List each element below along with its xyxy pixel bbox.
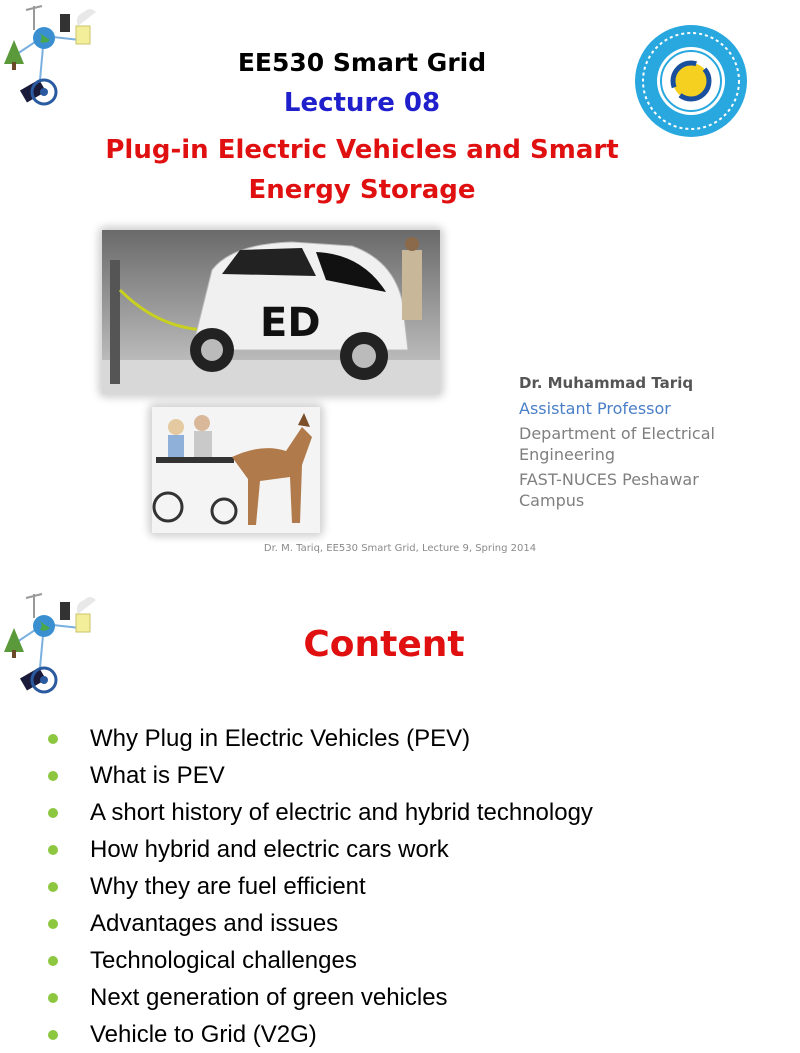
list-item: A short history of electric and hybrid technology — [42, 794, 593, 831]
electric-car-charging-photo — [102, 230, 440, 394]
author-name: Dr. Muhammad Tariq — [519, 374, 694, 392]
content-title: Content — [303, 624, 465, 665]
car-ed-logo: ED — [260, 300, 321, 346]
bullet-dot-icon — [48, 993, 58, 1003]
list-item: Vehicle to Grid (V2G) — [42, 1016, 593, 1053]
course-title: EE530 Smart Grid — [237, 48, 487, 77]
slide-footer: Dr. M. Tariq, EE530 Smart Grid, Lecture 9, Spring 2014 — [263, 543, 537, 554]
bullet-dot-icon — [48, 919, 58, 929]
list-item: Technological challenges — [42, 942, 593, 979]
list-item: Why Plug in Electric Vehicles (PEV) — [42, 720, 593, 757]
author-department — [519, 423, 759, 465]
bullet-dot-icon — [48, 956, 58, 966]
author-campus — [519, 469, 759, 511]
author-role: Assistant Professor — [519, 399, 671, 418]
list-item: How hybrid and electric cars work — [42, 831, 593, 868]
content-slide — [0, 580, 768, 1048]
author-info — [519, 373, 759, 515]
horse-carriage-photo — [152, 407, 320, 533]
list-item: Advantages and issues — [42, 905, 593, 942]
slide-separator — [0, 572, 768, 580]
bullet-dot-icon — [48, 845, 58, 855]
list-item: What is PEV — [42, 757, 593, 794]
university-seal-logo — [634, 24, 748, 138]
topic-line-2: Energy Storage — [248, 175, 476, 205]
list-item: Next generation of green vehicles — [42, 979, 593, 1016]
bullet-dot-icon — [48, 1030, 58, 1040]
bullet-dot-icon — [48, 882, 58, 892]
department-line-2: Engineering — [519, 445, 615, 464]
department-line-1: Department of Electrical — [519, 424, 715, 443]
list-item: Why they are fuel efficient — [42, 868, 593, 905]
campus-line-2: Campus — [519, 491, 585, 510]
bullet-dot-icon — [48, 808, 58, 818]
lecture-topic — [0, 130, 724, 210]
bullet-dot-icon — [48, 734, 58, 744]
content-bullet-list — [42, 720, 593, 1053]
campus-line-1: FAST-NUCES Peshawar — [519, 470, 699, 489]
bullet-dot-icon — [48, 771, 58, 781]
topic-line-1: Plug-in Electric Vehicles and Smart — [105, 135, 619, 165]
lecture-number: Lecture 08 — [283, 88, 441, 118]
